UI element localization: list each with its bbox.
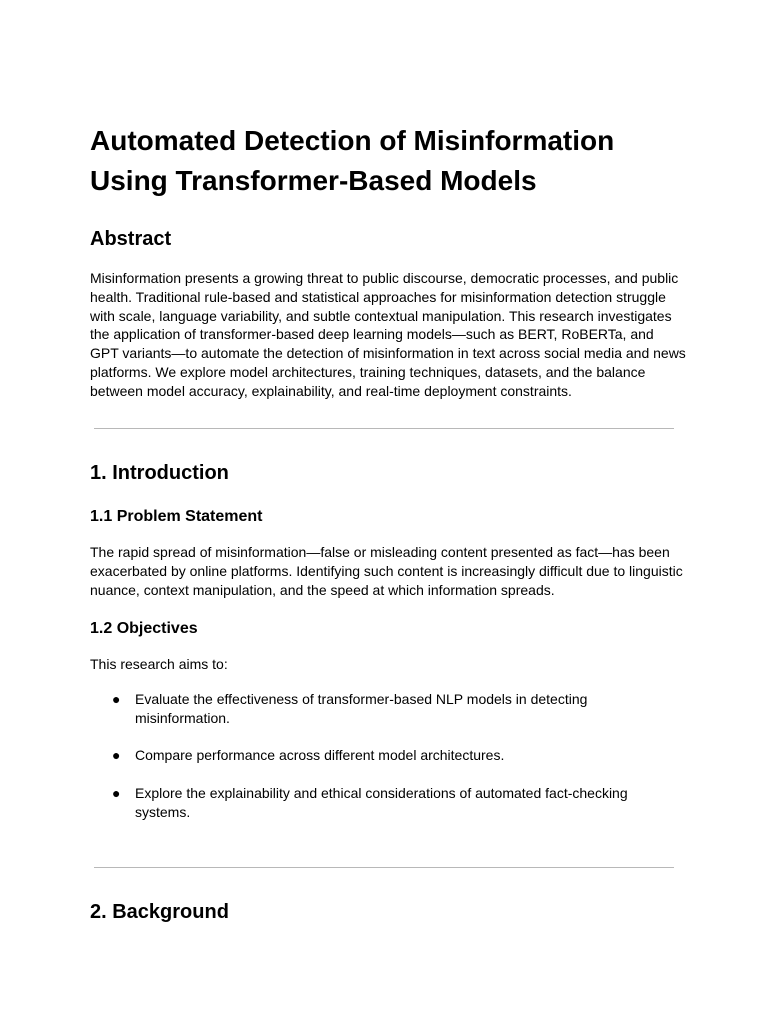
bullet-icon: ● [112,691,121,707]
introduction-heading: 1. Introduction [90,462,229,484]
list-item-text [135,690,655,728]
bullet-icon: ● [112,747,121,763]
background-heading: 2. Background [90,901,229,923]
abstract-line: between model accuracy, explainability, and real-time deployment constraints. [90,382,572,399]
list-item-line: systems. [135,803,191,820]
list-item-line: Evaluate the effectiveness of transformer-based NLP models in detecting [135,691,588,707]
objectives-heading: 1.2 Objectives [90,620,198,637]
abstract-heading: Abstract [90,228,172,250]
problem-statement-paragraph [90,543,682,599]
paper-title-line: Using Transformer-Based Models [90,165,537,196]
list-item-line: Explore the explainability and ethical considerations of automated fact-checking [135,785,628,801]
abstract-line: health. Traditional rule-based and statistical approaches for misinformation detection struggle [90,288,666,305]
objectives-intro: This research aims to: [90,656,228,672]
paper-title [90,121,682,201]
abstract-line: GPT variants—to automate the detection of misinformation in text across social media and news [90,345,686,362]
list-item-line: misinformation. [135,709,230,726]
section-divider [94,428,674,429]
abstract-line: the application of transformer-based deep learning models—such as BERT, RoBERTa, and [90,326,654,343]
bullet-icon: ● [112,785,121,801]
list-item-text [135,784,655,822]
abstract-line: Misinformation presents a growing threat to public discourse, democratic processes, and public [90,270,679,286]
problem-statement-heading: 1.1 Problem Statement [90,508,263,525]
problem-line: nuance, context manipulation, and the speed at which information spreads. [90,581,555,598]
list-item-text [135,746,655,765]
problem-line: exacerbated by online platforms. Identifying such content is increasingly difficult due to linguistic [90,562,683,579]
abstract-line: platforms. We explore model architectures, training techniques, datasets, and the balance [90,363,646,380]
problem-line: The rapid spread of misinformation—false or misleading content presented as fact—has been [90,544,670,560]
list-item-line: Compare performance across different model architectures. [135,747,505,763]
abstract-line: with scale, language variability, and subtle contextual manipulation. This research investigates [90,307,672,324]
abstract-paragraph [90,269,686,401]
section-divider [94,867,674,868]
paper-title-line: Automated Detection of Misinformation [90,125,615,156]
